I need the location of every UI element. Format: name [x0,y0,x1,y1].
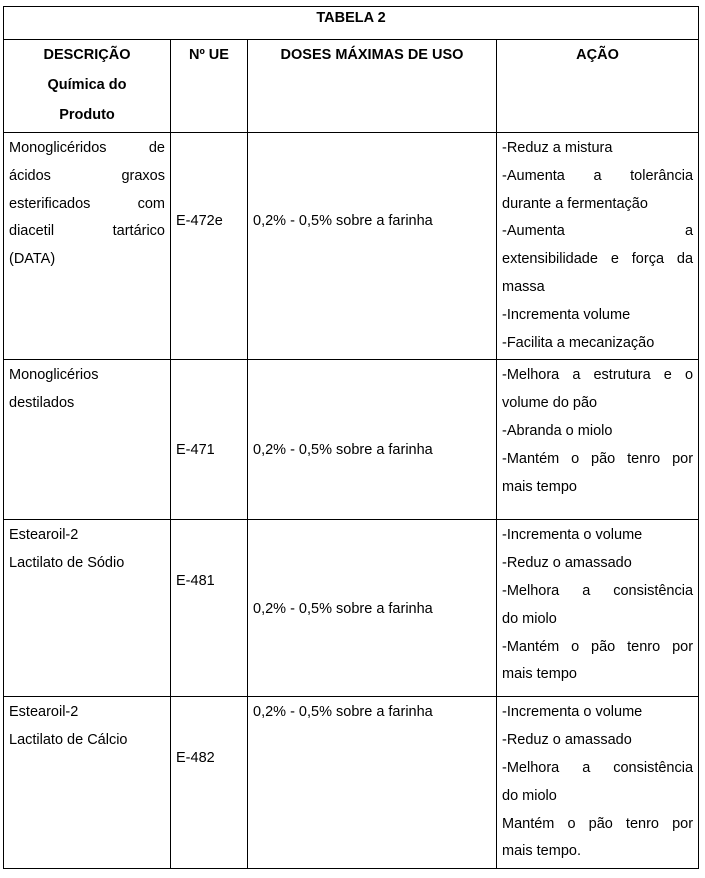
cell-line: destilados [9,395,75,412]
cell-doses: 0,2% - 0,5% sobre a farinha [248,697,497,869]
cell-line: Estearoil-2 [9,704,79,721]
table-row [4,697,699,869]
table-row [4,360,699,520]
cell-line: (DATA) [9,251,56,268]
cell-descricao [4,697,171,869]
cell-line: Estearoil-2 [9,527,79,544]
cell-line: Monoglicéridos de [9,140,165,156]
cell-descricao [4,360,171,520]
cell-line: mais tempo [502,666,577,683]
cell-nue: E-482 [171,697,248,869]
cell-line: -Melhora a consistência [502,582,694,599]
cell-line: -Reduz a mistura [502,140,613,156]
table-row [4,133,699,360]
cell-line: do miolo [502,787,557,804]
cell-line: esterificados com [9,195,165,212]
cell-line: Lactilato de Sódio [9,555,125,572]
header-doses: DOSES MÁXIMAS DE USO [248,40,497,133]
cell-doses: 0,2% - 0,5% sobre a farinha [248,133,497,360]
cell-acao [497,697,699,869]
cell-line: durante a fermentação [502,195,648,212]
cell-line: do miolo [502,610,557,627]
cell-line: -Mantém o pão tenro por [502,450,694,467]
cell-line: -Aumenta a tolerância [502,167,694,184]
cell-line: -Abranda o miolo [502,422,613,439]
table-row [4,520,699,697]
cell-nue: E-471 [171,360,248,520]
header-descricao-line: Produto [59,107,115,123]
header-nue: Nº UE [171,40,248,133]
cell-line: -Incrementa o volume [502,527,643,544]
cell-line: -Melhora a estrutura e o [502,367,694,384]
header-acao: AÇÃO [497,40,699,133]
cell-nue: E-472e [171,133,248,360]
cell-line: extensibilidade e força da [502,251,694,268]
cell-doses: 0,2% - 0,5% sobre a farinha [248,520,497,697]
cell-line: -Incrementa o volume [502,704,643,721]
cell-line: -Facilita a mecanização [502,334,655,351]
additives-table [3,6,699,869]
header-descricao-line: Química do [47,77,127,93]
cell-line: massa [502,278,545,295]
cell-line: Monoglicérios [9,367,99,384]
cell-doses: 0,2% - 0,5% sobre a farinha [248,360,497,520]
cell-line: -Aumenta a [502,223,694,240]
cell-line: Lactilato de Cálcio [9,732,128,749]
cell-descricao [4,520,171,697]
cell-nue: E-481 [171,520,248,697]
header-row [4,40,699,133]
cell-acao [497,133,699,360]
cell-descricao [4,133,171,360]
cell-line: Mantém o pão tenro por [502,815,694,832]
header-descricao-line: DESCRIÇÃO [43,47,131,63]
cell-acao [497,360,699,520]
cell-line: mais tempo. [502,843,581,860]
cell-line: -Reduz o amassado [502,555,632,572]
header-descricao [4,40,171,133]
cell-line: -Reduz o amassado [502,732,632,749]
table-title: TABELA 2 [4,7,699,40]
cell-line: mais tempo [502,478,577,495]
cell-line: -Melhora a consistência [502,759,694,776]
cell-acao [497,520,699,697]
cell-line: diacetil tartárico [9,223,165,240]
cell-line: volume do pão [502,395,598,412]
cell-line: -Incrementa volume [502,306,631,323]
cell-line: ácidos graxos [9,167,165,184]
cell-line: -Mantém o pão tenro por [502,638,694,655]
